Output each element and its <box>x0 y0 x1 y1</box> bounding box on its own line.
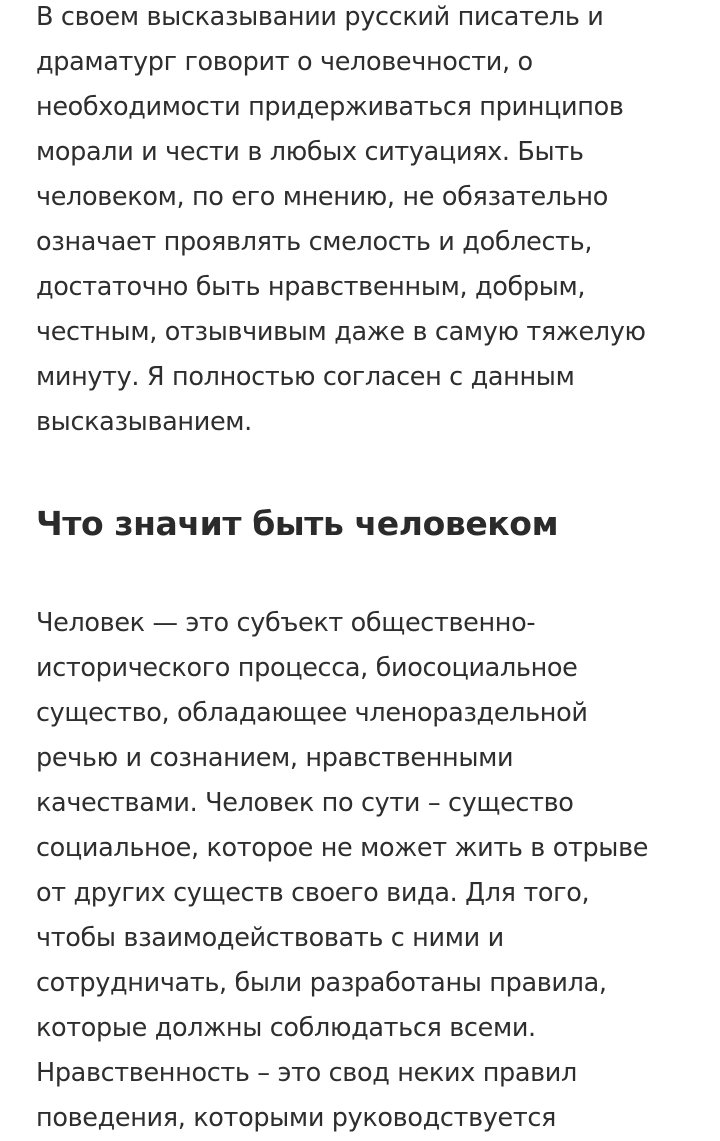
text-line: В своем высказывании русский писатель и <box>36 2 604 32</box>
text-line: сотрудничать, были разработаны правила, <box>36 968 607 998</box>
text-line: морали и чести в любых ситуациях. Быть <box>36 137 584 167</box>
section-heading: Что значит быть человеком <box>36 504 559 543</box>
text-line: Человек — это субъект общественно- <box>36 608 536 638</box>
text-line: речью и сознанием, нравственными <box>36 743 514 773</box>
text-line: социальное, которое не может жить в отрыве <box>36 833 649 863</box>
text-line: поведения, которыми руководствуется <box>36 1103 556 1133</box>
text-line: необходимости придерживаться принципов <box>36 92 624 122</box>
article-paragraph-definition <box>36 601 648 1141</box>
text-line: существо, обладающее членораздельной <box>36 698 588 728</box>
text-line: означает проявлять смелость и доблесть, <box>36 227 593 257</box>
text-line: которые должны соблюдаться всеми. <box>36 1013 536 1043</box>
text-line: качествами. Человек по сути – существо <box>36 788 574 818</box>
text-line: честным, отзывчивым даже в самую тяжелую <box>36 317 646 347</box>
text-line: Нравственность – это свод неких правил <box>36 1058 577 1088</box>
article-paragraph-intro <box>36 0 646 445</box>
text-line: чтобы взаимодействовать с ними и <box>36 923 504 953</box>
text-line: достаточно быть нравственным, добрым, <box>36 272 586 302</box>
text-line: минуту. Я полностью согласен с данным <box>36 362 575 392</box>
text-line: высказыванием. <box>36 407 252 437</box>
text-line: исторического процесса, биосоциальное <box>36 653 578 683</box>
text-line: человеком, по его мнению, не обязательно <box>36 182 608 212</box>
text-line: драматург говорит о человечности, о <box>36 47 533 77</box>
text-line: от других существ своего вида. Для того, <box>36 878 590 908</box>
